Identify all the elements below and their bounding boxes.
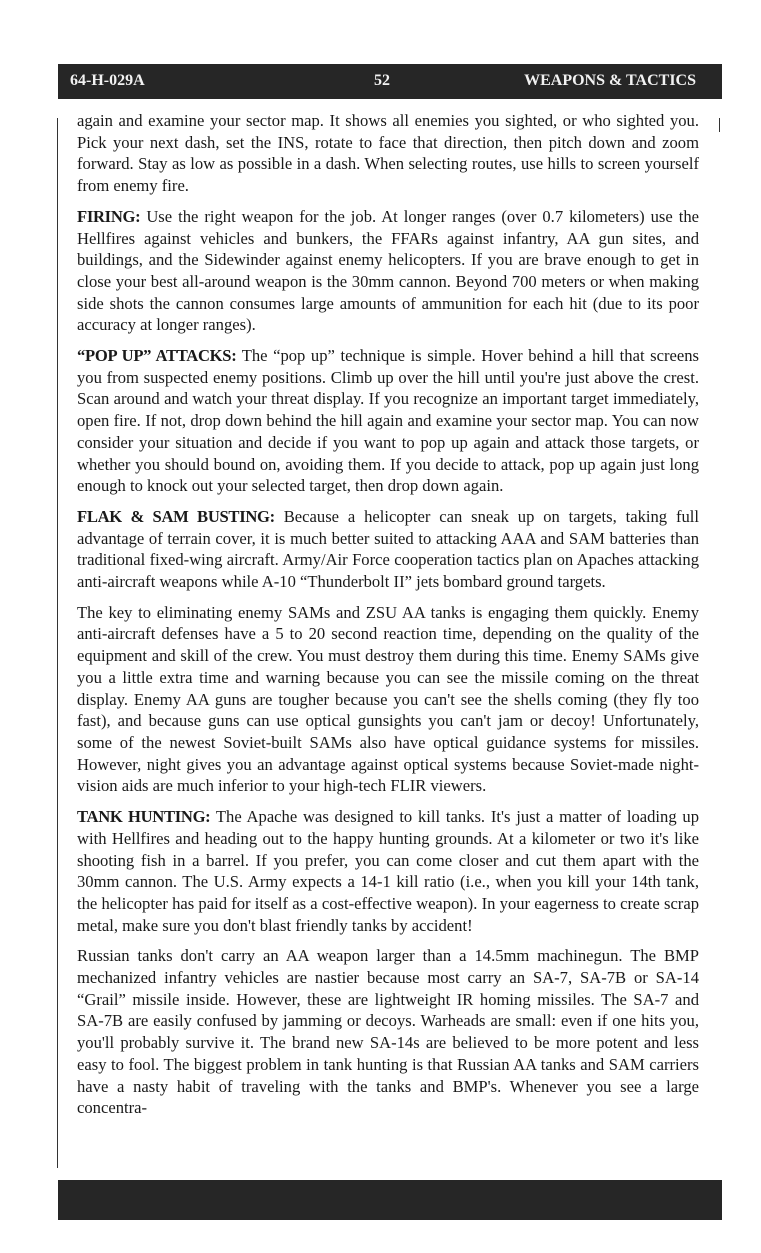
paragraph-dash-continuation	[77, 110, 699, 197]
paragraph-pop-up-attacks	[77, 345, 699, 497]
paragraph-text: The key to eliminating enemy SAMs and ZSU AA tanks is engaging them quickly. Enemy anti-aircraft defenses have a 5 to 20 second reaction time, depending on the quality of the equipment and skill of the crew. You must destroy them during this time. Enemy SAMs give you a little extra time and warning because you can see the missile coming on the threat display. Enemy AA guns are tougher because you can't see the shells coming (they fly too fast), and because guns can use optical gunsights you can't jam or decoy! Unfortunately, some of the newest Soviet-built SAMs also have optical guidance systems for missiles. However, night gives you an advantage against optical systems because Soviet-made night-vision aids are much inferior to your high-tech FLIR viewers.	[77, 602, 699, 796]
section-title: WEAPONS & TACTICS	[524, 72, 696, 89]
page-number: 52	[374, 72, 390, 89]
paragraph-russian-tanks	[77, 945, 699, 1119]
paragraph-tank-hunting	[77, 806, 699, 936]
left-margin-rule	[57, 118, 58, 1168]
paragraph-text: again and examine your sector map. It shows all enemies you sighted, or who sighted you. Pick your next dash, set the INS, rotate to face that direction, then pitch down and zoom forward. Stay as low as possible in a dash. When selecting routes, use hills to screen yourself from enemy fire.	[77, 111, 699, 196]
document-id: 64-H-029A	[70, 72, 145, 89]
footer-bar	[58, 1180, 722, 1220]
paragraph-text: Because a helicopter can sneak up on targets, taking full advantage of terrain cover, it is much better suited to attacking AAA and SAM batteries than traditional fixed-wing aircraft. Army/Air Force cooperation tactics plan on Apaches attacking anti-aircraft weapons while A-10 “Thunderbolt II” jets bombard ground targets.	[77, 506, 699, 592]
paragraph-eliminating-sams	[77, 602, 699, 797]
paragraph-firing	[77, 206, 699, 336]
running-header	[58, 64, 722, 99]
page-body	[77, 110, 699, 1128]
paragraph-heading: “POP UP” ATTACKS:	[77, 346, 237, 366]
paragraph-heading: FLAK & SAM BUSTING:	[77, 506, 275, 526]
paragraph-heading: FIRING:	[77, 206, 141, 226]
paragraph-text: Use the right weapon for the job. At longer ranges (over 0.7 kilometers) use the Hellfires against vehicles and bunkers, the FFARs against infantry, AA gun sites, and buildings, and the Sidewinder against enemy helicopters. If you are brave enough to get in close your best all-around weapon is the 30mm cannon. Beyond 700 meters or when making side shots the cannon consumes large amounts of ammunition for each hit (due to its poor accuracy at longer ranges).	[77, 206, 699, 335]
paragraph-text: The Apache was designed to kill tanks. It's just a matter of loading up with Hellfires and heading out to the happy hunting grounds. At a kilometer or two it's like shooting fish in a barrel. If you prefer, you can come closer and cut them apart with the 30mm cannon. The U.S. Army expects a 14-1 kill ratio (i.e., when you kill your 14th tank, the helicopter has paid for itself as a cost-effective weapon). In your eagerness to create scrap metal, make sure you don't blast friendly tanks by accident!	[77, 807, 699, 935]
paragraph-text: Russian tanks don't carry an AA weapon larger than a 14.5mm machinegun. The BMP mechanized infantry vehicles are nastier because most carry an SA-7, SA-7B or SA-14 “Grail” missile inside. However, these are lightweight IR homing missiles. The SA-7 and SA-7B are easily confused by jamming or decoys. Warheads are small: even if one hits you, you'll probably survive it. The brand new SA-14s are believed to be more potent and less easy to fool. The biggest problem in tank hunting is that Russian AA tanks and SAM carriers have a nasty habit of traveling with the tanks and BMP's. Whenever you see a large concentra-	[77, 946, 699, 1118]
paragraph-flak-sam-busting	[77, 506, 699, 593]
right-margin-rule	[719, 118, 720, 132]
paragraph-heading: TANK HUNTING:	[77, 807, 211, 827]
paragraph-text: The “pop up” technique is simple. Hover behind a hill that screens you from suspected enemy positions. Climb up over the hill until you're just above the crest. Scan around and watch your threat display. If you recognize an important target immediately, open fire. If not, drop down behind the hill again and examine your sector map. You can now consider your situation and decide if you want to pop up again and attack those targets, or whether you should bound on, avoiding them. If you decide to attack, pop up again just long enough to knock out your selected target, then drop down again.	[77, 346, 699, 496]
